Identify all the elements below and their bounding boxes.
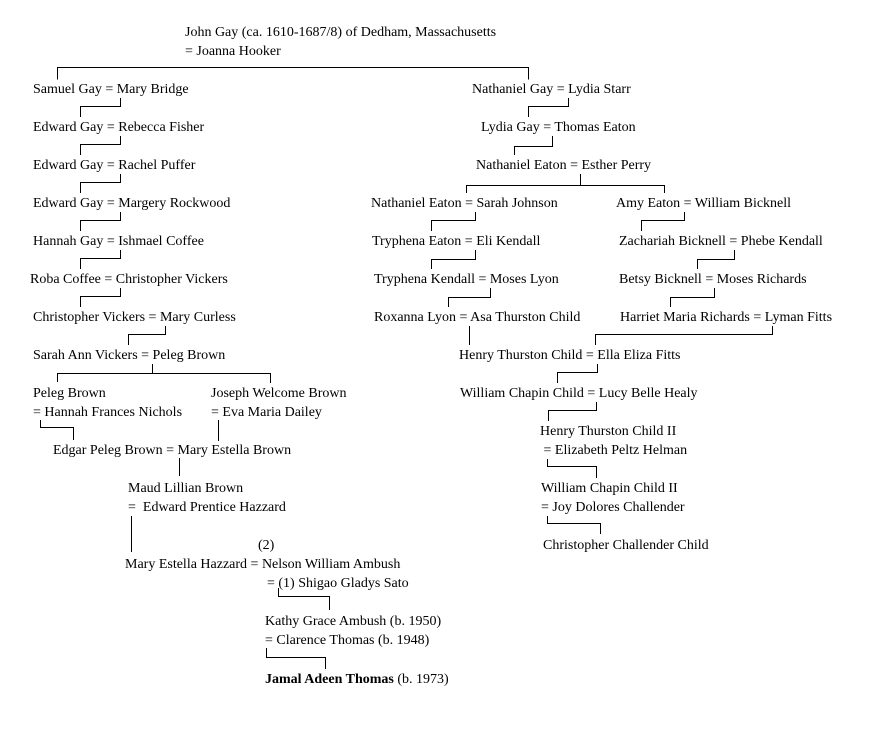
node-line: = Joy Dolores Challender — [541, 500, 685, 515]
node-line: Kathy Grace Ambush (b. 1950) — [265, 614, 442, 629]
node-sarah-ann-vickers: Sarah Ann Vickers = Peleg Brown — [33, 348, 226, 363]
connector — [81, 288, 121, 307]
node-line: = Elizabeth Peltz Helman — [540, 443, 688, 458]
connector — [81, 174, 121, 193]
node-lydia-gay: Lydia Gay = Thomas Eaton — [481, 120, 636, 135]
node-zachariah-bicknell: Zachariah Bicknell = Phebe Kendall — [619, 234, 823, 249]
connector — [432, 212, 476, 231]
node-nathaniel-gay: Nathaniel Gay = Lydia Starr — [472, 82, 631, 97]
node-line: William Chapin Child II — [541, 481, 678, 496]
connector — [129, 326, 166, 345]
node-harriet-maria-richards: Harriet Maria Richards = Lyman Fitts — [620, 310, 833, 325]
node-joseph-welcome-brown — [211, 384, 346, 422]
node-tryphena-eaton: Tryphena Eaton = Eli Kendall — [372, 234, 541, 249]
connector — [698, 250, 735, 269]
node-line: Henry Thurston Child II — [540, 424, 677, 439]
connector — [267, 648, 326, 669]
connector — [548, 459, 597, 478]
connector — [548, 516, 601, 534]
connector — [432, 250, 476, 269]
node-hannah-gay: Hannah Gay = Ishmael Coffee — [33, 234, 204, 249]
node-edward-gay-rebecca-fisher: Edward Gay = Rebecca Fisher — [33, 120, 205, 135]
node-william-chapin-child-ii — [541, 479, 685, 517]
node-kathy-grace-ambush — [265, 612, 441, 650]
node-amy-eaton: Amy Eaton = William Bicknell — [616, 196, 792, 211]
node-maud-lillian-brown — [128, 479, 286, 517]
jamal-name: Jamal Adeen Thomas — [265, 672, 394, 687]
jamal-birth: (b. 1973) — [393, 672, 449, 687]
connector — [558, 364, 598, 383]
node-line: = Hannah Frances Nichols — [33, 405, 183, 420]
connector — [81, 98, 121, 117]
node-edgar-peleg-brown: Edgar Peleg Brown = Mary Estella Brown — [53, 443, 292, 458]
node-line: = Joanna Hooker — [185, 44, 281, 59]
connector — [642, 212, 685, 231]
node-tryphena-kendall: Tryphena Kendall = Moses Lyon — [374, 272, 559, 287]
connector — [671, 288, 715, 307]
node-jamal-adeen-thomas — [265, 670, 449, 689]
node-edward-gay-rachel-puffer: Edward Gay = Rachel Puffer — [33, 158, 196, 173]
node-line: = (1) Shigao Gladys Sato — [267, 576, 409, 591]
node-christopher-vickers: Christopher Vickers = Mary Curless — [33, 310, 236, 325]
connector — [58, 68, 529, 80]
node-edward-gay-margery-rockwood: Edward Gay = Margery Rockwood — [33, 196, 231, 211]
connector — [41, 420, 74, 440]
node-line: Joseph Welcome Brown — [211, 386, 347, 401]
connector — [549, 402, 597, 421]
node-roxanna-lyon: Roxanna Lyon = Asa Thurston Child — [374, 310, 581, 325]
node-henry-thurston-child: Henry Thurston Child = Ella Eliza Fitts — [459, 348, 681, 363]
node-line: Mary Estella Hazzard = Nelson William Ambush — [125, 557, 401, 572]
node-line: = Clarence Thomas (b. 1948) — [265, 633, 430, 648]
node-nathaniel-eaton-esther-perry: Nathaniel Eaton = Esther Perry — [476, 158, 652, 173]
node-line: = Edward Prentice Hazzard — [128, 500, 286, 515]
connector — [81, 136, 121, 155]
connector — [529, 98, 569, 117]
node-christopher-challender-child: Christopher Challender Child — [543, 538, 709, 553]
node-peleg-brown — [33, 384, 182, 422]
node-betsy-bicknell: Betsy Bicknell = Moses Richards — [619, 272, 807, 287]
connector — [515, 136, 553, 155]
node-mary-estella-hazzard — [125, 555, 409, 593]
node-line: = Eva Maria Dailey — [211, 405, 322, 420]
connector — [467, 174, 665, 193]
node-nathaniel-eaton-sarah-johnson: Nathaniel Eaton = Sarah Johnson — [371, 196, 558, 211]
connector — [596, 326, 773, 345]
node-william-chapin-child: William Chapin Child = Lucy Belle Healy — [460, 386, 698, 401]
marriage-order-note: (2) — [258, 538, 275, 553]
node-samuel-gay: Samuel Gay = Mary Bridge — [33, 82, 189, 97]
connector — [58, 364, 271, 383]
node-line: Peleg Brown — [33, 386, 106, 401]
node-line: John Gay (ca. 1610-1687/8) of Dedham, Massachusetts — [185, 25, 497, 40]
connector — [449, 288, 491, 307]
connector — [81, 250, 121, 269]
node-roba-coffee: Roba Coffee = Christopher Vickers — [30, 272, 228, 287]
node-henry-thurston-child-ii — [540, 422, 687, 460]
node-line: Maud Lillian Brown — [128, 481, 244, 496]
connector — [81, 212, 121, 231]
node-john-gay — [185, 23, 496, 61]
